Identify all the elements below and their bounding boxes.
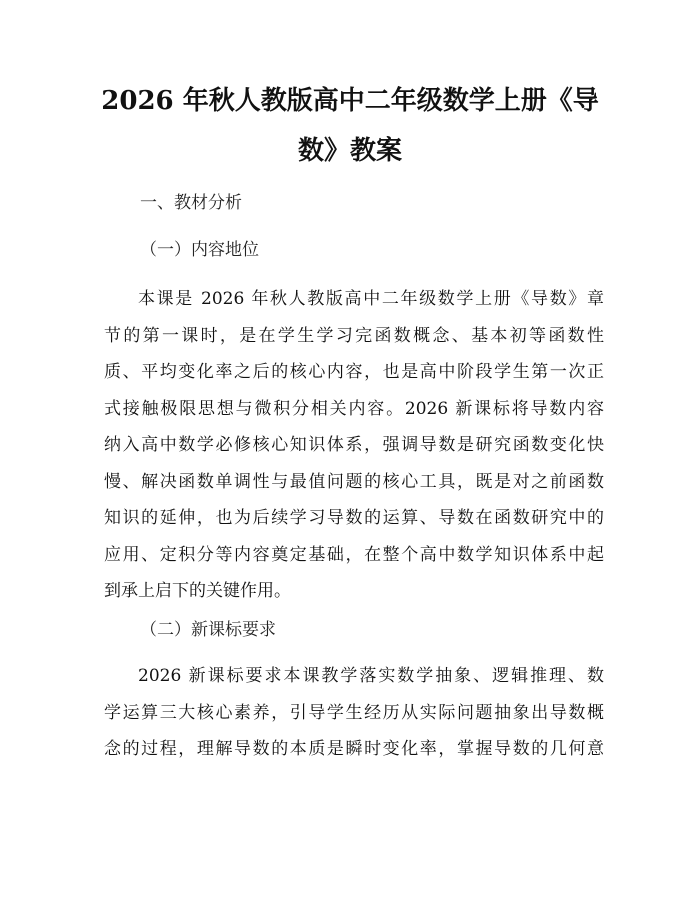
paragraph-line: 到承上启下的关键作用。 bbox=[104, 581, 291, 601]
paragraph-content-position bbox=[104, 281, 604, 610]
paragraph-line: 念的过程，理解导数的本质是瞬时变化率，掌握导数的几何意 bbox=[104, 739, 604, 759]
paragraph-line: 式接触极限思想与微积分相关内容。2026 新课标将导数内容 bbox=[104, 398, 604, 419]
paragraph-new-curriculum bbox=[104, 658, 604, 768]
document-title bbox=[100, 76, 600, 176]
section-heading-textbook-analysis: 一、教材分析 bbox=[140, 193, 242, 213]
paragraph-line: 纳入高中数学必修核心知识体系，强调导数是研究函数变化快 bbox=[104, 435, 604, 455]
paragraph-line: 节的第一课时，是在学生学习完函数概念、基本初等函数性 bbox=[104, 325, 604, 346]
paragraph-line: 学运算三大核心素养，引导学生经历从实际问题抽象出导数概 bbox=[104, 702, 604, 723]
paragraph-line: 本课是 2026 年秋人教版高中二年级数学上册《导数》章 bbox=[138, 289, 604, 309]
paragraph-line: 2026 新课标要求本课教学落实数学抽象、逻辑推理、数 bbox=[138, 666, 604, 686]
title-line: 数》教案 bbox=[297, 136, 402, 166]
paragraph-line: 质、平均变化率之后的核心内容，也是高中阶段学生第一次正 bbox=[104, 362, 604, 382]
paragraph-line: 知识的延伸，也为后续学习导数的运算、导数在函数研究中的 bbox=[104, 508, 604, 528]
subsection-heading-content-position: （一）内容地位 bbox=[140, 240, 259, 260]
paragraph-line: 慢、解决函数单调性与最值问题的核心工具，既是对之前函数 bbox=[104, 471, 604, 492]
paragraph-line: 应用、定积分等内容奠定基础，在整个高中数学知识体系中起 bbox=[104, 544, 604, 565]
title-line: 2026 年秋人教版高中二年级数学上册《导 bbox=[101, 86, 599, 116]
subsection-heading-new-curriculum: （二）新课标要求 bbox=[140, 620, 276, 640]
